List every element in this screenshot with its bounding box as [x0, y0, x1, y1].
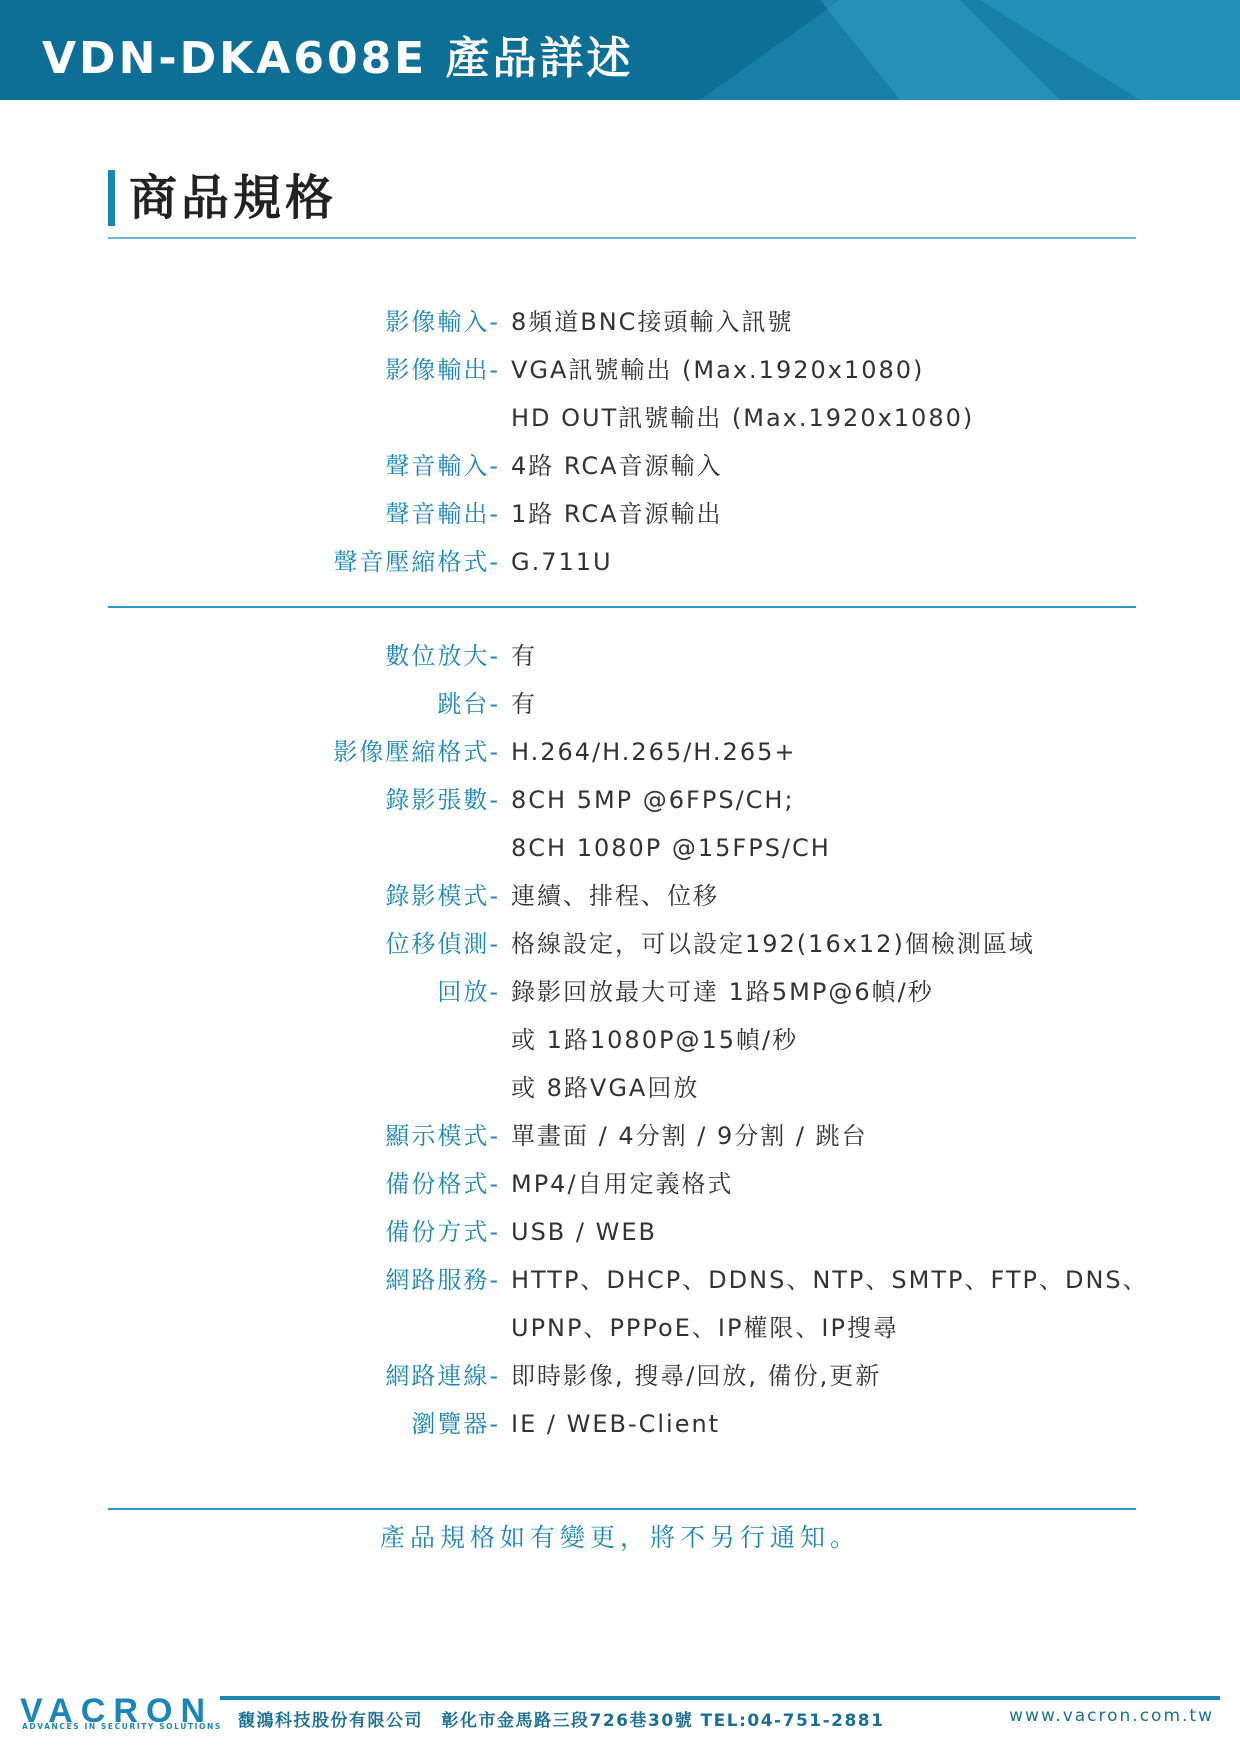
spec-value: H.264/H.265/H.265+ [511, 738, 797, 766]
spec-label: 備份方式- [385, 1218, 500, 1246]
spec-value: UPNP、PPPoE、IP權限、IP搜尋 [511, 1314, 899, 1342]
spec-value: G.711U [511, 548, 613, 576]
spec-value: USB / WEB [511, 1218, 657, 1246]
spec-row [0, 1160, 1240, 1208]
spec-label: 網路服務- [385, 1266, 500, 1294]
spec-value: 格線設定，可以設定192(16x12)個檢測區域 [511, 930, 1035, 958]
spec-value: 有 [511, 690, 537, 718]
spec-row [0, 1016, 1240, 1064]
spec-value: 即時影像, 搜尋/回放, 備份,更新 [511, 1362, 882, 1390]
notice-divider [108, 1508, 1136, 1510]
spec-value: 錄影回放最大可達 1路5MP@6幀/秒 [511, 978, 934, 1006]
spec-value: 8頻道BNC接頭輸入訊號 [511, 308, 794, 336]
spec-row [0, 442, 1240, 490]
spec-row [0, 298, 1240, 346]
spec-change-notice: 產品規格如有變更，將不另行通知。 [379, 1523, 860, 1552]
logo-tagline: ADVANCES IN SECURITY SOLUTIONS [22, 1722, 222, 1731]
spec-value: 或 1路1080P@15幀/秒 [511, 1026, 799, 1054]
spec-value: 8CH 5MP @6FPS/CH; [511, 786, 795, 814]
spec-value: 單畫面 / 4分割 / 9分割 / 跳台 [511, 1122, 868, 1150]
spec-label: 回放- [437, 978, 500, 1006]
spec-value: 或 8路VGA回放 [511, 1074, 700, 1102]
spec-label: 錄影張數- [385, 786, 500, 814]
spec-label: 顯示模式- [385, 1122, 500, 1150]
spec-value: HD OUT訊號輸出 (Max.1920x1080) [511, 404, 975, 432]
spec-value: VGA訊號輸出 (Max.1920x1080) [511, 356, 925, 384]
spec-row [0, 776, 1240, 824]
page-header [0, 0, 1240, 100]
spec-row [0, 1064, 1240, 1112]
spec-row [0, 1304, 1240, 1352]
spec-row [0, 920, 1240, 968]
spec-row [0, 1256, 1240, 1304]
spec-label: 網路連線- [385, 1362, 500, 1390]
spec-row [0, 1208, 1240, 1256]
spec-label: 錄影模式- [385, 882, 500, 910]
spec-row [0, 968, 1240, 1016]
spec-row [0, 346, 1240, 394]
spec-value: 4路 RCA音源輸入 [511, 452, 723, 480]
spec-value: 有 [511, 642, 537, 670]
header-title: VDN-DKA608E 產品詳述 [42, 33, 634, 84]
spec-row [0, 824, 1240, 872]
footer-website: www.vacron.com.tw [1009, 1706, 1214, 1726]
footer-bar [220, 1696, 1220, 1700]
spec-value: 8CH 1080P @15FPS/CH [511, 834, 831, 862]
spec-label: 備份格式- [385, 1170, 500, 1198]
spec-value: MP4/自用定義格式 [511, 1170, 734, 1198]
spec-row [0, 394, 1240, 442]
spec-value: 連續、排程、位移 [511, 882, 719, 910]
spec-row [0, 1400, 1240, 1448]
spec-row [0, 490, 1240, 538]
spec-row [0, 1352, 1240, 1400]
section-divider [108, 237, 1136, 239]
spec-label: 跳台- [437, 690, 500, 718]
spec-label: 聲音輸出- [385, 500, 500, 528]
spec-row [0, 632, 1240, 680]
spec-value: 1路 RCA音源輸出 [511, 500, 723, 528]
spec-value: HTTP、DHCP、DDNS、NTP、SMTP、FTP、DNS、 [511, 1266, 1149, 1294]
spec-row [0, 680, 1240, 728]
spec-divider [108, 606, 1136, 608]
spec-label: 瀏覽器- [411, 1410, 500, 1438]
spec-row [0, 728, 1240, 776]
spec-value: IE / WEB-Client [511, 1410, 721, 1438]
spec-label: 數位放大- [385, 642, 500, 670]
spec-label: 影像輸出- [385, 356, 500, 384]
spec-label: 聲音輸入- [385, 452, 500, 480]
spec-row [0, 872, 1240, 920]
spec-label: 位移偵測- [385, 930, 500, 958]
spec-label: 影像壓縮格式- [333, 738, 500, 766]
spec-row [0, 1112, 1240, 1160]
spec-label: 聲音壓縮格式- [333, 548, 500, 576]
logo-text: VACRON [20, 1692, 206, 1730]
spec-row [0, 538, 1240, 586]
spec-label: 影像輸入- [385, 308, 500, 336]
footer-company-info: 馥鴻科技股份有限公司 彰化市金馬路三段726巷30號 TEL:04-751-2881 [238, 1711, 885, 1731]
section-title: 商品規格 [108, 170, 337, 226]
